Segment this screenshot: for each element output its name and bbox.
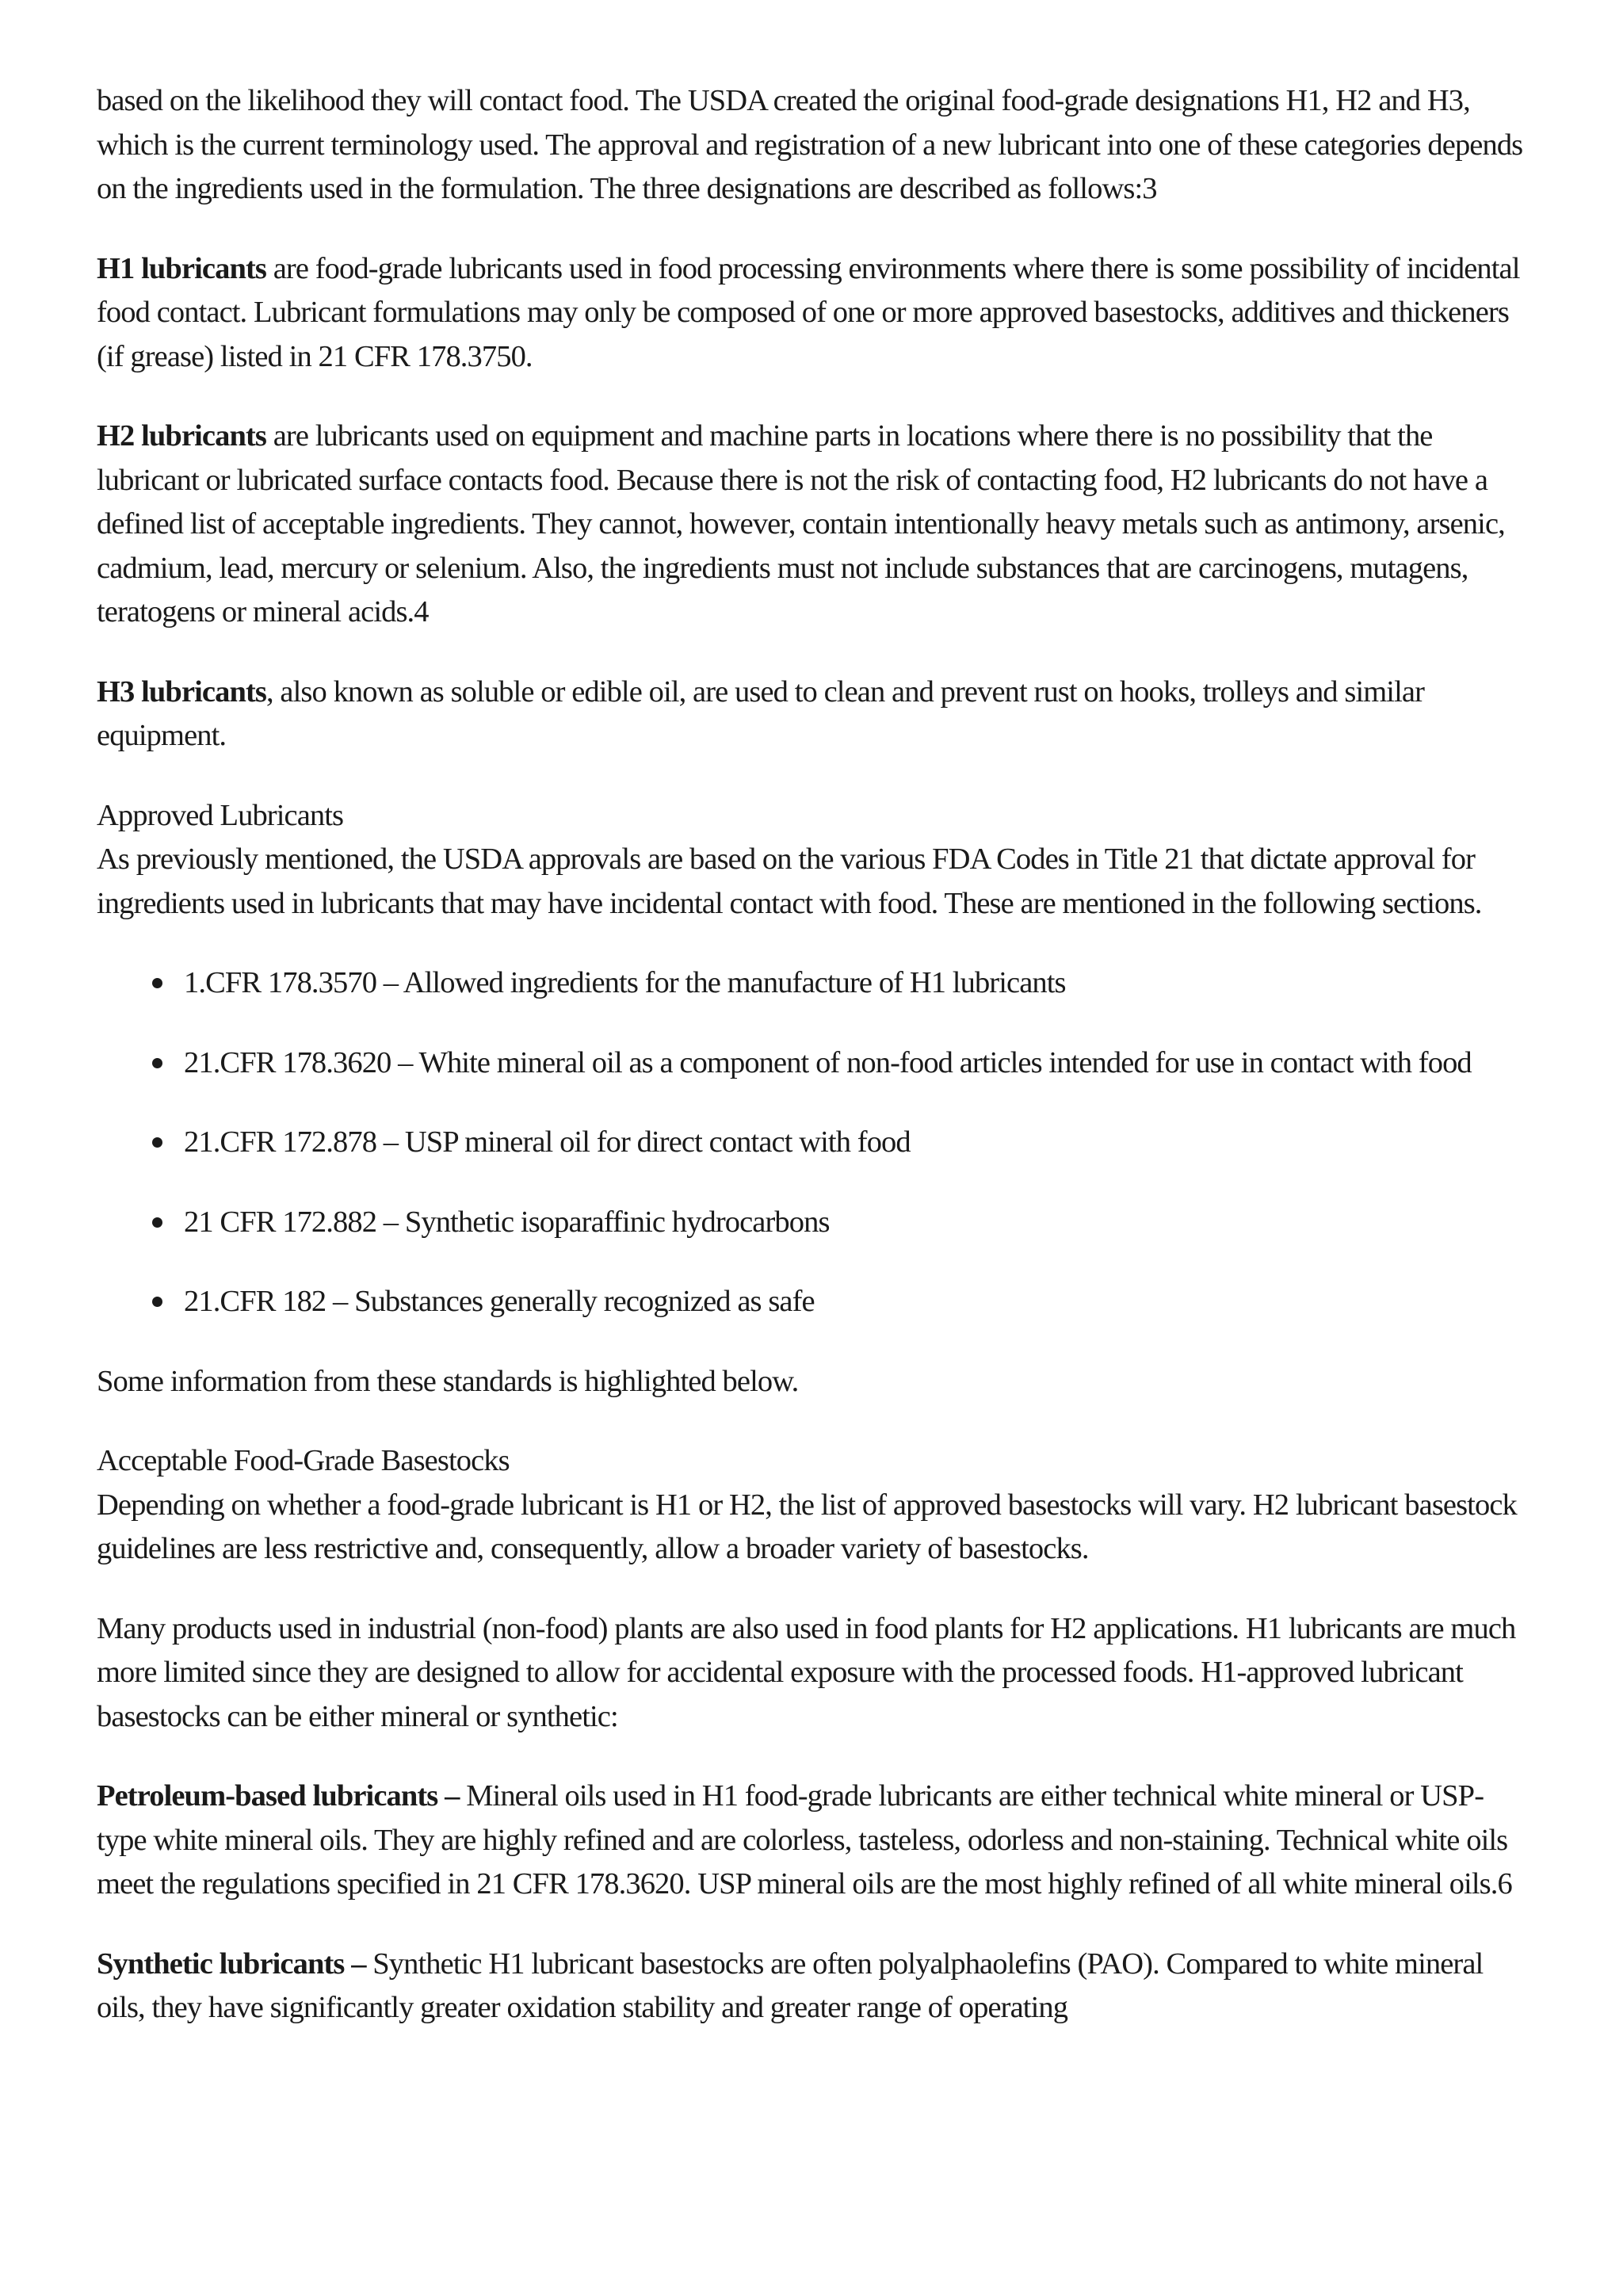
intro-paragraph: based on the likelihood they will contact food. The USDA created the original food-grade designations H1, H2 and H3, which is the current terminology used. The approval and registration of a new lubricant into one of these categories depends on the ingredients used in the formulation. The three designations are described as follows:3 (97, 84, 1523, 205)
h2-term: H2 lubricants (97, 419, 266, 453)
bullet-icon (152, 1217, 162, 1228)
basestocks-paragraph-2: Many products used in industrial (non-food) plants are also used in food plants for H2 applications. H1 lubricants are much more limited since they are designed to allow for accidental exposure with the processed foods. H1-approved lubricant basestocks can be either mineral or synthetic: (97, 1611, 1516, 1733)
list-item: 21 CFR 172.882 – Synthetic isoparaffinic hydrocarbons (184, 1201, 1528, 1245)
cfr-reference-list (97, 961, 1528, 1324)
h3-term: H3 lubricants (97, 674, 266, 709)
synthetic-paragraph (97, 1943, 1528, 2030)
list-item: 21.CFR 172.878 – USP mineral oil for direct contact with food (184, 1121, 1528, 1165)
h3-paragraph (97, 670, 1528, 758)
h2-text: are lubricants used on equipment and machine parts in locations where there is no possibility that the lubricant or lubricated surface contacts food. Because there is not the risk of contacting food, H2 lubricants do not have a defined list of acceptable ingredients. They cannot, however, contain intentionally heavy metals such as antimony, arsenic, cadmium, lead, mercury or selenium. Also, the ingredients must not include substances that are carcinogens, mutagens, teratogens or mineral acids.4 (97, 419, 1505, 628)
bullet-icon (152, 1137, 162, 1148)
bullet-icon (152, 978, 162, 988)
basestocks-section (97, 1439, 1528, 1572)
petroleum-term: Petroleum-based lubricants – (97, 1779, 460, 1813)
list-item: 21.CFR 178.3620 – White mineral oil as a component of non-food articles intended for use in contact with food (184, 1041, 1528, 1086)
h3-text: , also known as soluble or edible oil, are used to clean and prevent rust on hooks, trolleys and similar equipment. (97, 674, 1425, 752)
list-item: 21.CFR 182 – Substances generally recognized as safe (184, 1280, 1528, 1324)
approved-lubricants-heading: Approved Lubricants (97, 798, 344, 832)
synthetic-text: Synthetic H1 lubricant basestocks are often polyalphaolefins (PAO). Compared to white mineral oils, they have significantly greater oxidation stability and greater range of operating (97, 1946, 1484, 2024)
h1-term: H1 lubricants (97, 251, 266, 285)
h1-text: are food-grade lubricants used in food processing environments where there is some possibility of incidental food contact. Lubricant formulations may only be composed of one or more approved basestocks, additives and thickeners (if grease) listed in 21 CFR 178.3750. (97, 251, 1520, 373)
petroleum-text: Mineral oils used in H1 food-grade lubricants are either technical white mineral or USP-type white mineral oils. They are highly refined and are colorless, tasteless, odorless and non-staining. Technical white oils meet the regulations specified in 21 CFR 178.3620. USP mineral oils are the most highly refined of all white mineral oils.6 (97, 1779, 1512, 1901)
approved-lubricants-section (97, 794, 1528, 926)
petroleum-paragraph (97, 1775, 1528, 1907)
standards-note: Some information from these standards is highlighted below. (97, 1364, 799, 1398)
synthetic-term: Synthetic lubricants – (97, 1946, 366, 1981)
h1-paragraph (97, 247, 1528, 380)
basestocks-text: Depending on whether a food-grade lubricant is H1 or H2, the list of approved basestocks will vary. H2 lubricant basestock guidelines are less restrictive and, consequently, allow a broader variety of basestocks. (97, 1488, 1517, 1565)
approved-lubricants-text: As previously mentioned, the USDA approvals are based on the various FDA Codes in Title 21 that dictate approval for ingredients used in lubricants that may have incidental contact with food. These are mentioned in the following sections. (97, 842, 1482, 920)
basestocks-heading: Acceptable Food-Grade Basestocks (97, 1444, 510, 1477)
list-item: 1.CFR 178.3570 – Allowed ingredients for the manufacture of H1 lubricants (184, 961, 1528, 1006)
h2-paragraph (97, 415, 1528, 635)
bullet-icon (152, 1297, 162, 1307)
bullet-icon (152, 1058, 162, 1068)
